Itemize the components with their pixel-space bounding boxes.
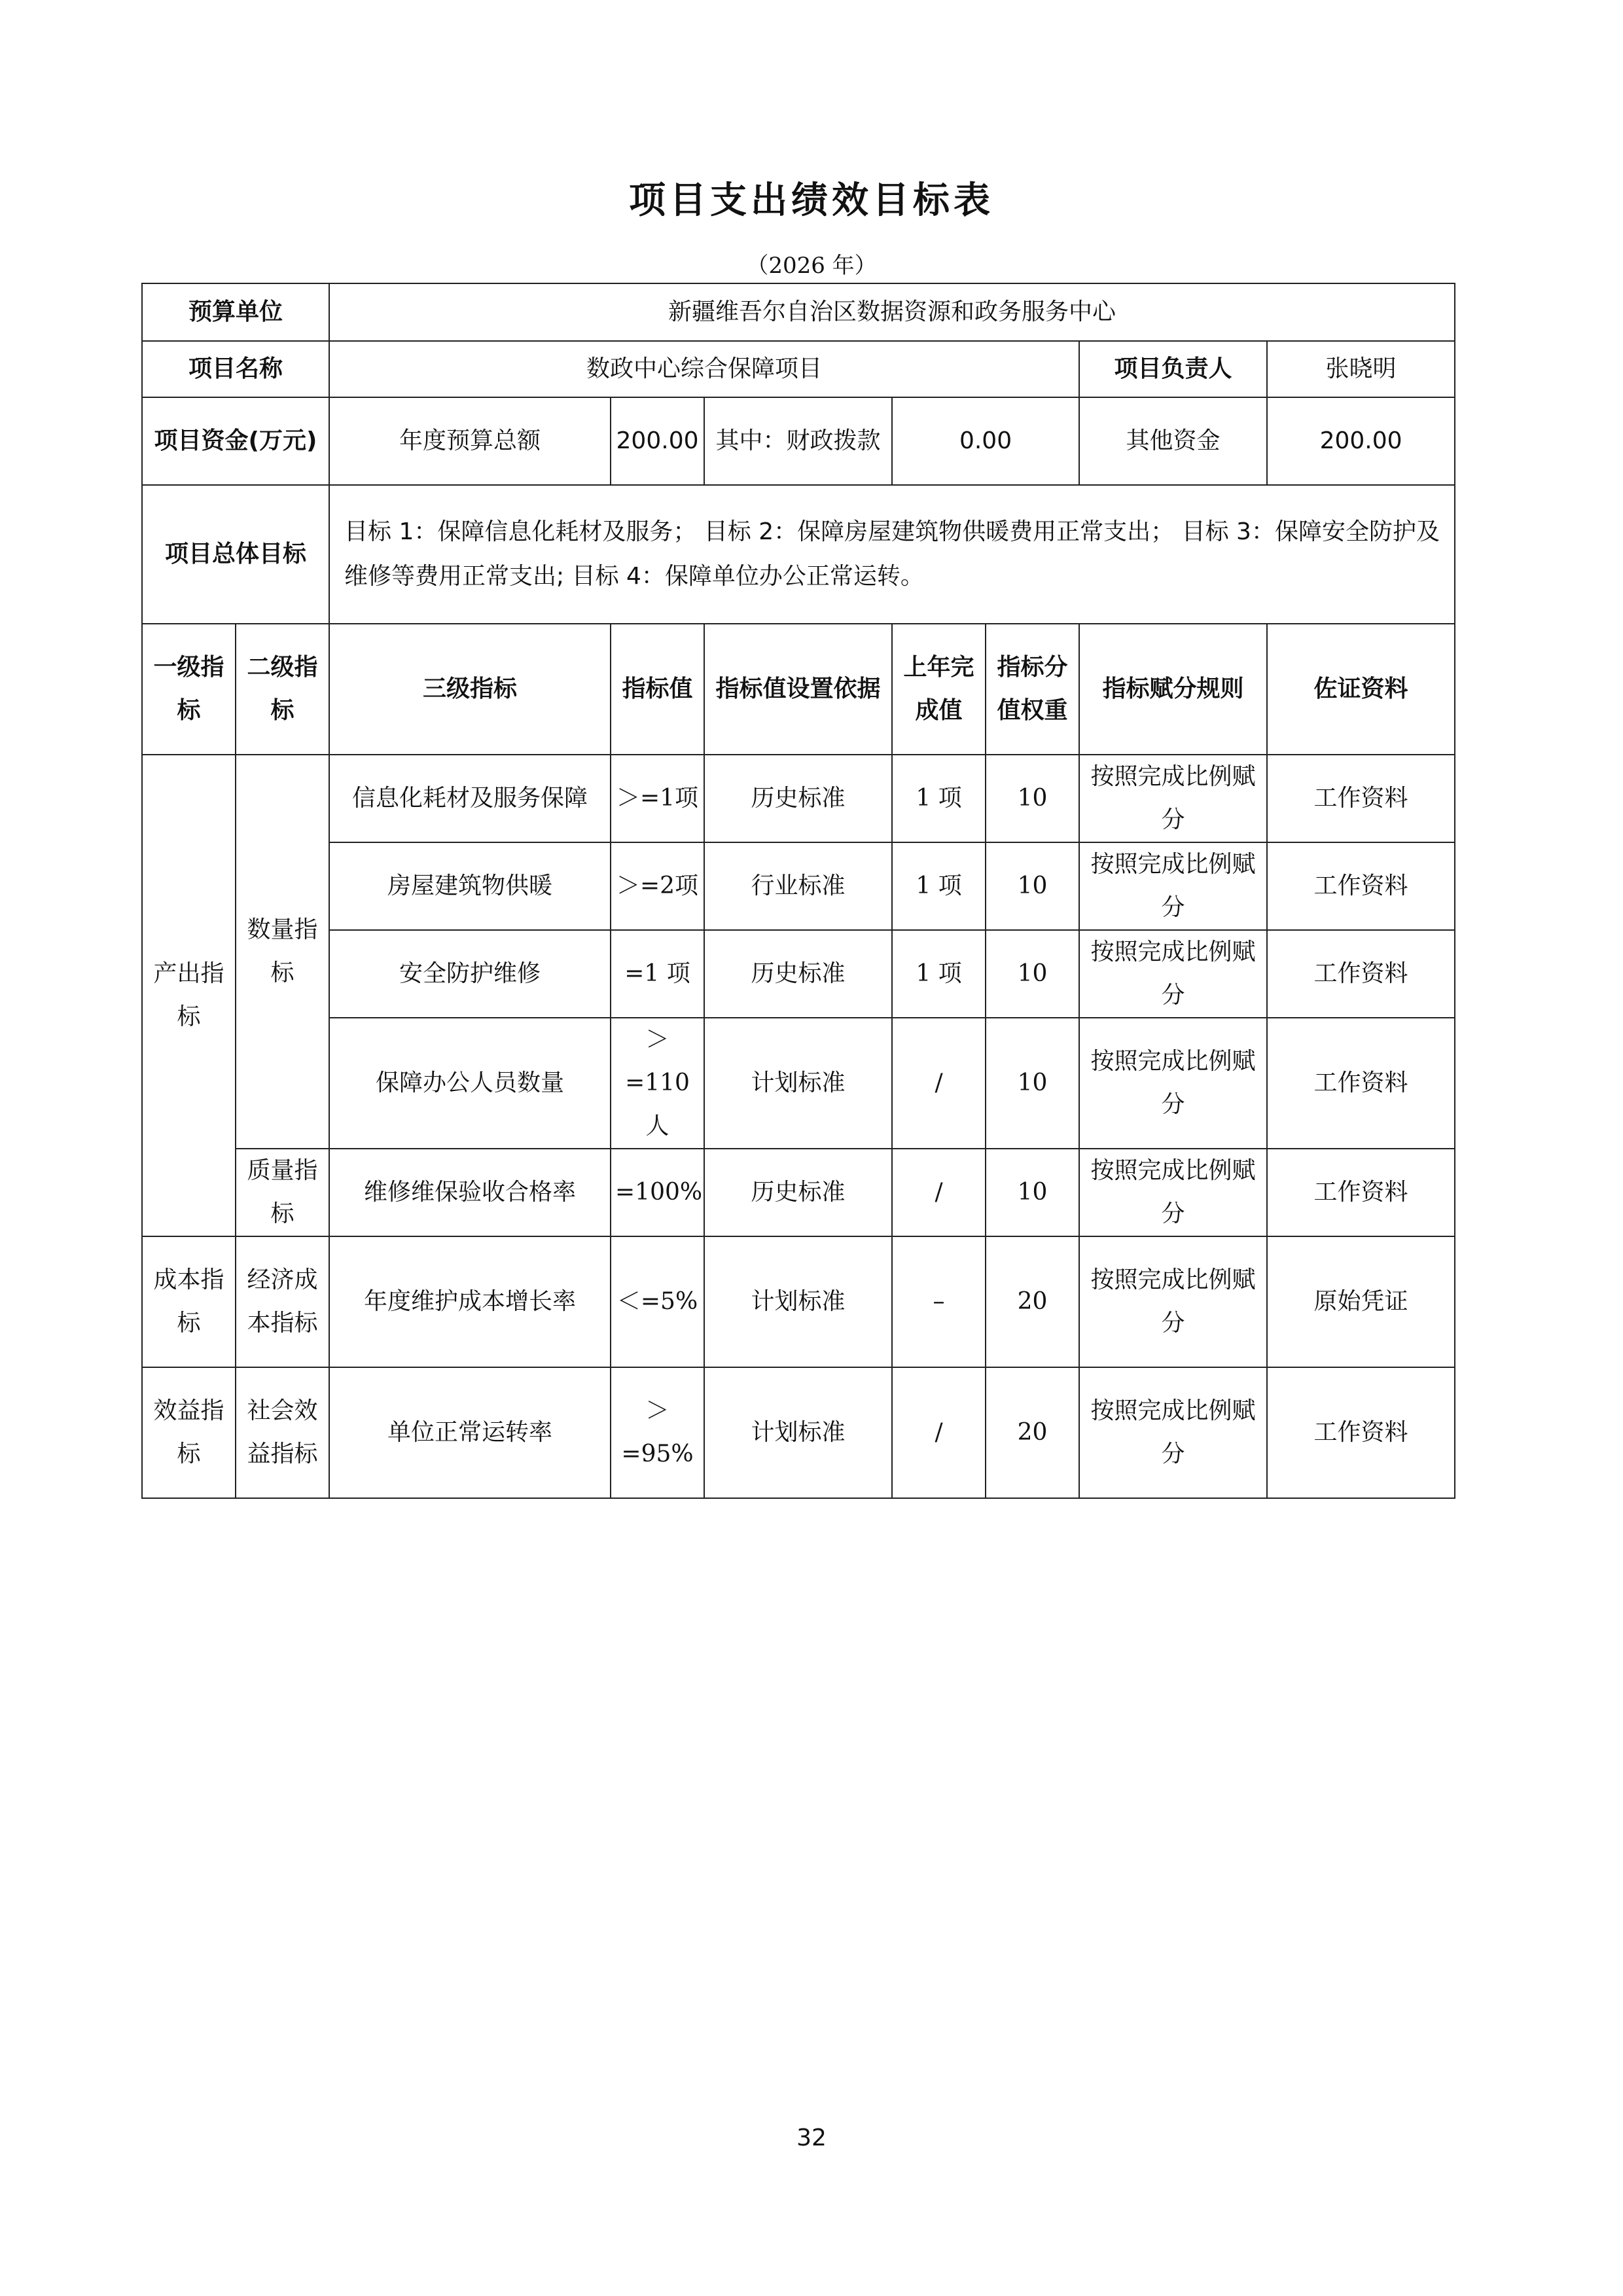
table-row	[142, 842, 1455, 930]
metric-basis: 计划标准	[704, 1018, 892, 1149]
project-name-value: 数政中心综合保障项目	[329, 341, 1079, 397]
metric-basis: 计划标准	[704, 1367, 892, 1498]
header-level2: 二级指标	[236, 624, 329, 755]
group-benefit: 效益指标	[142, 1367, 236, 1498]
header-level1: 一级指标	[142, 624, 236, 755]
metric-rule: 按照完成比例赋分	[1079, 1149, 1267, 1236]
metric-last-year: –	[892, 1236, 986, 1367]
goal-text: 目标 1：保障信息化耗材及服务； 目标 2：保障房屋建筑物供暖费用正常支出； 目标 3：保障安全防护及维修等费用正常支出; 目标 4：保障单位办公正常运转。	[329, 485, 1455, 624]
metric-basis: 历史标准	[704, 755, 892, 842]
metric-weight: 10	[986, 930, 1079, 1018]
metric-basis: 历史标准	[704, 1149, 892, 1236]
metric-name: 保障办公人员数量	[329, 1018, 611, 1149]
metric-value: =100%	[611, 1149, 704, 1236]
table-row	[142, 930, 1455, 1018]
group-economic-cost: 经济成本指标	[236, 1236, 329, 1367]
metric-last-year: /	[892, 1367, 986, 1498]
header-level3: 三级指标	[329, 624, 611, 755]
metric-rule: 按照完成比例赋分	[1079, 1018, 1267, 1149]
metric-rule: 按照完成比例赋分	[1079, 842, 1267, 930]
page-number: 32	[796, 2125, 827, 2151]
header-evidence: 佐证资料	[1267, 624, 1455, 755]
metric-evidence: 工作资料	[1267, 842, 1455, 930]
goal-label: 项目总体目标	[142, 485, 329, 624]
fiscal-label: 其中：财政拨款	[704, 397, 892, 485]
annual-total-value: 200.00	[611, 397, 704, 485]
metric-weight: 20	[986, 1367, 1079, 1498]
table-row	[142, 1236, 1455, 1367]
project-name-label: 项目名称	[142, 341, 329, 397]
unit-label: 预算单位	[142, 283, 329, 341]
leader-label: 项目负责人	[1079, 341, 1267, 397]
other-funds-value: 200.00	[1267, 397, 1455, 485]
other-funds-label: 其他资金	[1079, 397, 1267, 485]
leader-value: 张晓明	[1267, 341, 1455, 397]
metric-value: ＞=110人	[611, 1018, 704, 1149]
header-row	[142, 624, 1455, 755]
document-title: 项目支出绩效目标表	[629, 179, 994, 222]
group-cost: 成本指标	[142, 1236, 236, 1367]
fund-label: 项目资金(万元)	[142, 397, 329, 485]
metric-value: =1 项	[611, 930, 704, 1018]
metric-basis: 计划标准	[704, 1236, 892, 1367]
document-year: （2026 年）	[746, 253, 877, 279]
metric-weight: 20	[986, 1236, 1079, 1367]
table-row	[142, 1149, 1455, 1236]
goal-row	[142, 485, 1455, 624]
table-row	[142, 755, 1455, 842]
annual-total-label: 年度预算总额	[329, 397, 611, 485]
metric-evidence: 工作资料	[1267, 1367, 1455, 1498]
metric-evidence: 工作资料	[1267, 930, 1455, 1018]
metric-value: ＞=1项	[611, 755, 704, 842]
metric-rule: 按照完成比例赋分	[1079, 1236, 1267, 1367]
metric-basis: 行业标准	[704, 842, 892, 930]
metric-value: ＜=5%	[611, 1236, 704, 1367]
metric-rule: 按照完成比例赋分	[1079, 1367, 1267, 1498]
table-row	[142, 1018, 1455, 1149]
metric-weight: 10	[986, 1149, 1079, 1236]
header-value: 指标值	[611, 624, 704, 755]
metric-name: 年度维护成本增长率	[329, 1236, 611, 1367]
metric-last-year: /	[892, 1018, 986, 1149]
metric-last-year: /	[892, 1149, 986, 1236]
metric-name: 信息化耗材及服务保障	[329, 755, 611, 842]
metric-name: 单位正常运转率	[329, 1367, 611, 1498]
metric-rule: 按照完成比例赋分	[1079, 755, 1267, 842]
unit-value: 新疆维吾尔自治区数据资源和政务服务中心	[329, 283, 1455, 341]
metric-last-year: 1 项	[892, 755, 986, 842]
metric-evidence: 工作资料	[1267, 1149, 1455, 1236]
header-weight: 指标分值权重	[986, 624, 1079, 755]
group-quality: 质量指标	[236, 1149, 329, 1236]
fund-row	[142, 397, 1455, 485]
metric-value: ＞=95%	[611, 1367, 704, 1498]
metric-weight: 10	[986, 755, 1079, 842]
metric-evidence: 工作资料	[1267, 755, 1455, 842]
metric-evidence: 工作资料	[1267, 1018, 1455, 1149]
metric-value: ＞=2项	[611, 842, 704, 930]
metric-rule: 按照完成比例赋分	[1079, 930, 1267, 1018]
metric-name: 安全防护维修	[329, 930, 611, 1018]
table-row	[142, 1367, 1455, 1498]
metric-last-year: 1 项	[892, 842, 986, 930]
group-social-benefit: 社会效益指标	[236, 1367, 329, 1498]
metric-basis: 历史标准	[704, 930, 892, 1018]
metric-weight: 10	[986, 842, 1079, 930]
performance-table	[141, 283, 1455, 1499]
header-rule: 指标赋分规则	[1079, 624, 1267, 755]
group-quantity: 数量指标	[236, 755, 329, 1149]
fiscal-value: 0.00	[892, 397, 1079, 485]
header-basis: 指标值设置依据	[704, 624, 892, 755]
metric-weight: 10	[986, 1018, 1079, 1149]
project-name-row	[142, 341, 1455, 397]
metric-evidence: 原始凭证	[1267, 1236, 1455, 1367]
metric-last-year: 1 项	[892, 930, 986, 1018]
header-last-year: 上年完成值	[892, 624, 986, 755]
metric-name: 房屋建筑物供暖	[329, 842, 611, 930]
group-output: 产出指标	[142, 755, 236, 1236]
unit-row	[142, 283, 1455, 341]
metric-name: 维修维保验收合格率	[329, 1149, 611, 1236]
